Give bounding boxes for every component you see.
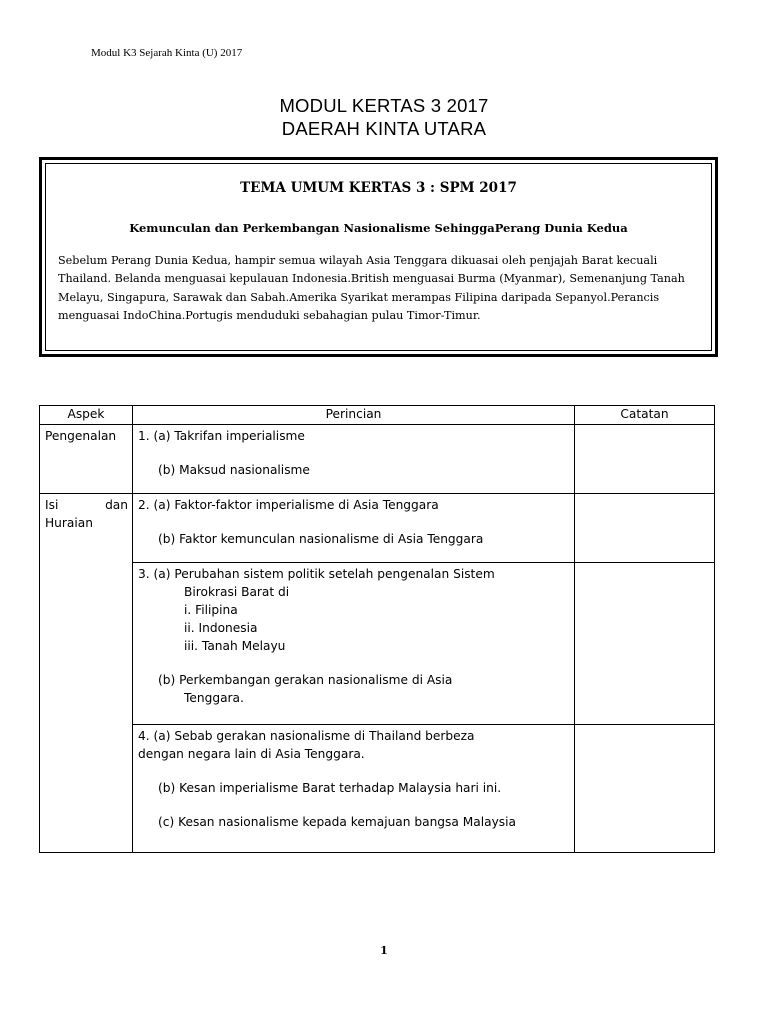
page-number: 1	[380, 944, 388, 957]
question-3a-item-i: i. Filipina	[184, 603, 238, 617]
aspek-isi-huraian	[40, 494, 133, 853]
aspek-pengenalan: Pengenalan	[40, 425, 133, 494]
header-perincian: Perincian	[133, 406, 575, 425]
question-2b: (b) Faktor kemunculan nasionalisme di Asia Tenggara	[158, 532, 484, 546]
perincian-cell	[133, 494, 575, 563]
theme-box	[39, 157, 718, 357]
theme-box-inner-border	[45, 163, 712, 351]
question-3b-line2: Tenggara.	[184, 691, 244, 705]
question-4a-line1: 4. (a) Sebab gerakan nasionalisme di Thailand berbeza	[138, 729, 475, 743]
aspek-isi-word: Isi	[45, 498, 59, 512]
header-note: Modul K3 Sejarah Kinta (U) 2017	[91, 47, 243, 59]
question-3a-item-iii: iii. Tanah Melayu	[184, 639, 286, 653]
question-4b: (b) Kesan imperialisme Barat terhadap Malaysia hari ini.	[158, 781, 502, 795]
question-4c: (c) Kesan nasionalisme kepada kemajuan bangsa Malaysia	[158, 815, 516, 829]
document-title-line-2: DAERAH KINTA UTARA	[281, 118, 487, 139]
question-3a-line2: Birokrasi Barat di	[184, 585, 290, 599]
catatan-cell	[575, 494, 715, 563]
theme-title: TEMA UMUM KERTAS 3 : SPM 2017	[240, 180, 517, 196]
theme-subtitle: Kemunculan dan Perkembangan Nasionalisme SehinggaPerang Dunia Kedua	[129, 221, 628, 235]
header-aspek: Aspek	[40, 406, 133, 425]
aspek-huraian-word: Huraian	[45, 516, 93, 530]
question-3a-line1: 3. (a) Perubahan sistem politik setelah pengenalan Sistem	[138, 567, 495, 581]
table-row	[40, 494, 715, 563]
table-row	[40, 725, 715, 853]
table-header-row	[40, 406, 715, 425]
question-1a: 1. (a) Takrifan imperialisme	[138, 429, 305, 443]
question-3b-line1: (b) Perkembangan gerakan nasionalisme di Asia	[158, 673, 453, 687]
table-row	[40, 425, 715, 494]
theme-paragraph: Sebelum Perang Dunia Kedua, hampir semua wilayah Asia Tenggara dikuasai oleh penjajah Barat kecuali Thailand. Belanda menguasai kepulauan Indonesia.British menguasai Burma (Myanmar), Semenanjung Tanah Melayu, Singapura, Sarawak dan Sabah.Amerika Syarikat merampas Filipina daripada Sepanyol.Perancis menguasai IndoChina.Portugis menduduki sebahagian pulau Timor-Timur.	[58, 254, 685, 322]
question-4a-line2: dengan negara lain di Asia Tenggara.	[138, 747, 365, 761]
document-title-line-1: MODUL KERTAS 3 2017	[279, 95, 489, 116]
catatan-cell	[575, 725, 715, 853]
question-2a: 2. (a) Faktor-faktor imperialisme di Asia Tenggara	[138, 498, 439, 512]
catatan-cell	[575, 425, 715, 494]
catatan-cell	[575, 563, 715, 725]
perincian-cell	[133, 725, 575, 853]
question-3a-item-ii: ii. Indonesia	[184, 621, 258, 635]
perincian-cell	[133, 425, 575, 494]
header-catatan: Catatan	[575, 406, 715, 425]
assignment-table	[39, 405, 715, 853]
question-1b: (b) Maksud nasionalisme	[158, 463, 310, 477]
aspek-dan-word: dan	[105, 498, 128, 512]
perincian-cell	[133, 563, 575, 725]
table-row	[40, 563, 715, 725]
